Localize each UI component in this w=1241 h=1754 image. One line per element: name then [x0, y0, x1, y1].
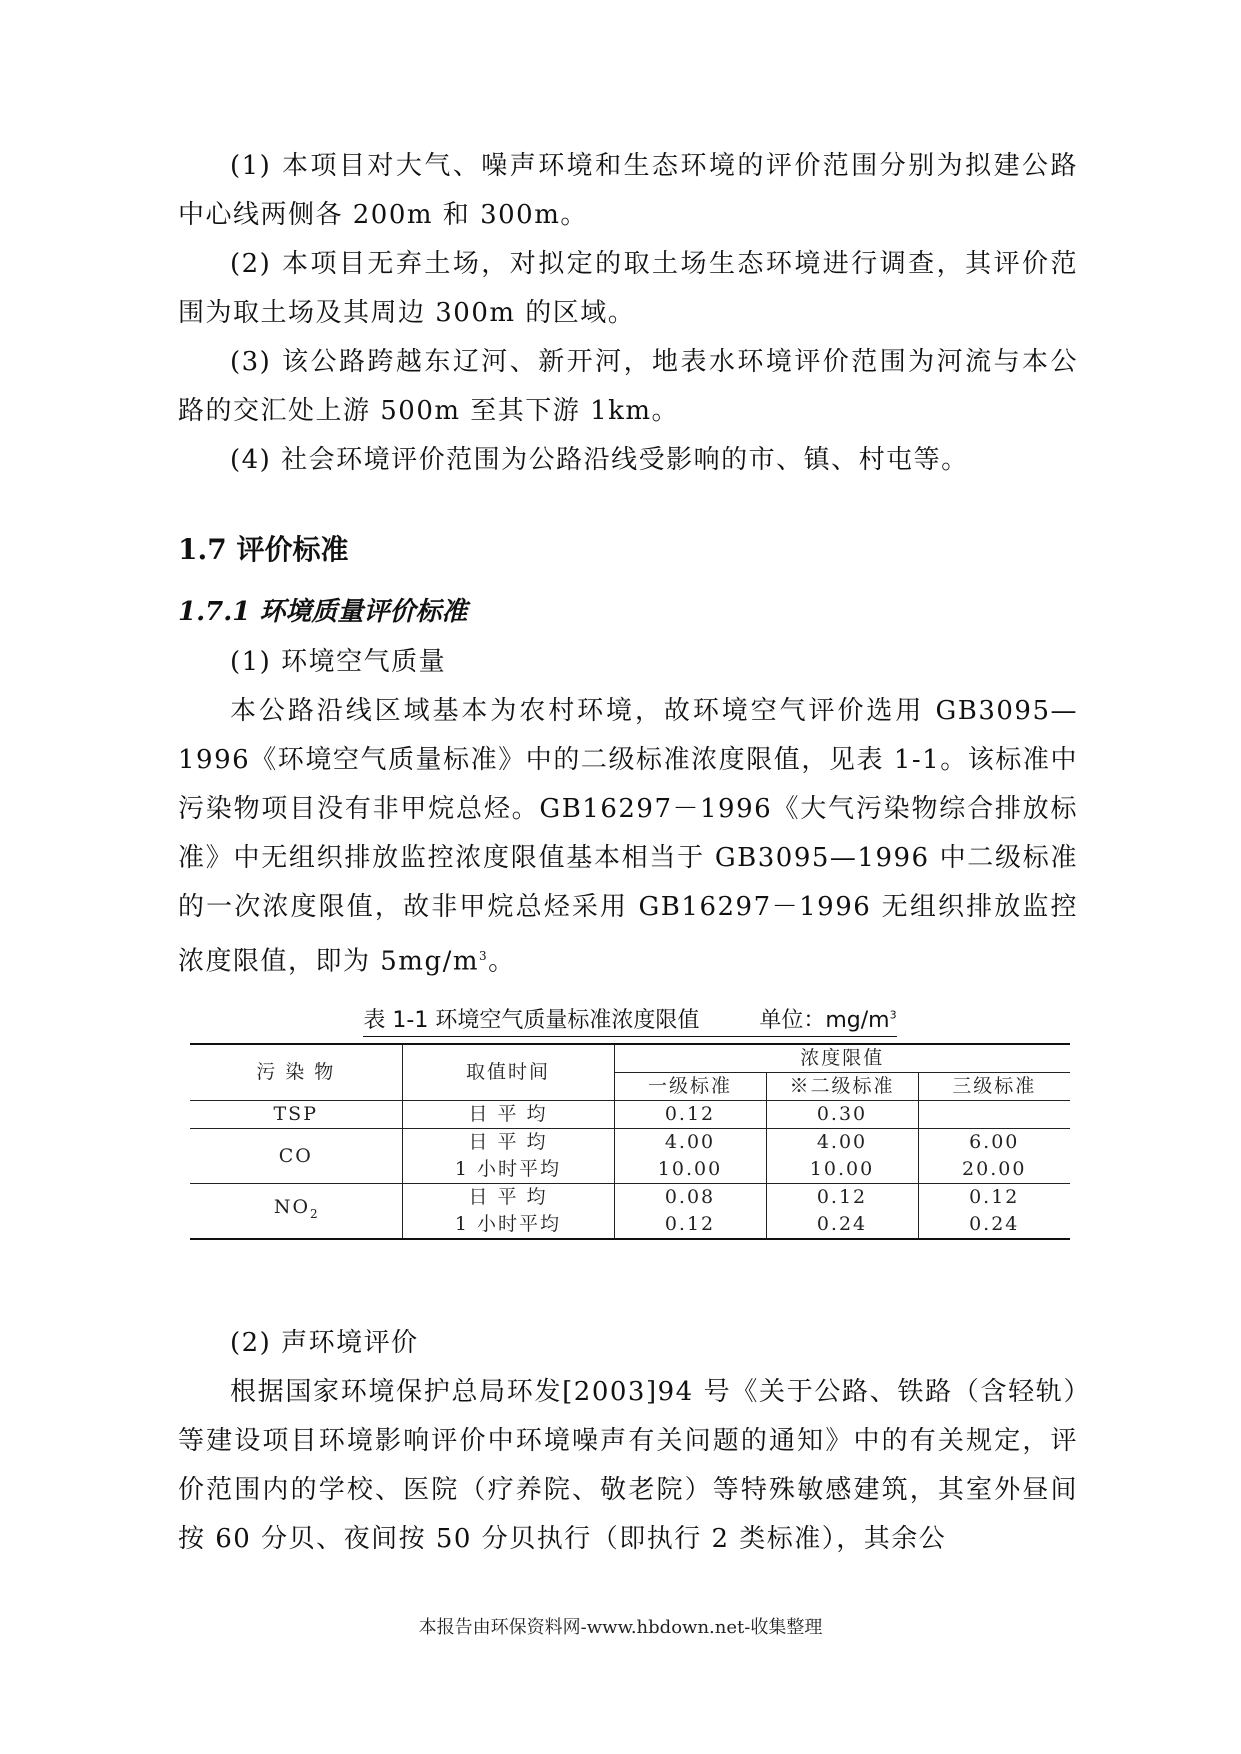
grade-2-cell: 0.30 [766, 1101, 918, 1129]
grade-1-cell: 10.00 [614, 1156, 766, 1184]
scope-item-2: (2) 本项目无弃土场，对拟定的取土场生态环境进行调查，其评价范围为取土场及其周边 300m 的区域。 [178, 249, 1078, 328]
noise-paragraph: 根据国家环境保护总局环发[2003]94 号《关于公路、铁路（含轻轨）等建设项目环境影响评价中环境噪声有关问题的通知》中的有关规定，评价范围内的学校、医院（疗养院、敬老院）等特殊敏感建筑，其室外昼间按 60 分贝、夜间按 50 分贝执行（即执行 2 类标准），其余公 [178, 1377, 1078, 1554]
grade-3-cell: 0.24 [918, 1211, 1070, 1239]
pollutant-name: NO [273, 1196, 311, 1219]
grade-1-cell: 4.00 [614, 1129, 766, 1157]
table-caption-underline [363, 1003, 896, 1037]
grade-3-cell: 20.00 [918, 1156, 1070, 1184]
table-caption-title: 表 1-1 环境空气质量标准浓度限值 [363, 1008, 700, 1033]
pollutant-name: CO [278, 1144, 313, 1167]
scope-item-1: (1) 本项目对大气、噪声环境和生态环境的评价范围分别为拟建公路中心线两侧各 200m 和 300m。 [178, 151, 1078, 230]
time-cell: 日 平 均 [402, 1101, 614, 1129]
pollutant-cell [190, 1101, 402, 1129]
air-quality-text-end: 。 [488, 946, 516, 977]
time-cell: 日 平 均 [402, 1129, 614, 1157]
air-quality-unit-superscript: 3 [479, 949, 489, 963]
time-cell: 日 平 均 [402, 1184, 614, 1212]
section-title: 1.7 评价标准 [178, 533, 349, 566]
scope-item-4: (4) 社会环境评价范围为公路沿线受影响的市、镇、村屯等。 [230, 445, 969, 475]
pollutant-subscript: 2 [310, 1206, 318, 1221]
air-quality-text: 本公路沿线区域基本为农村环境，故环境空气评价选用 GB3095—1996《环境空气质量标准》中的二级标准浓度限值，见表 1-1。该标准中污染物项目没有非甲烷总烃。GB16297－1996《大气污染物综合排放标准》中无组织排放监控浓度限值基本相当于 GB3095—1996 中二级标准的一次浓度限值，故非甲烷总烃采用 GB16297－1996 无组织排放监控浓度限值，即为 5mg/m [178, 696, 1078, 977]
pollutant-cell [190, 1129, 402, 1184]
pollutant-name: TSP [273, 1103, 318, 1125]
table-unit-superscript: 3 [889, 1008, 897, 1022]
grade-1-cell: 0.08 [614, 1184, 766, 1212]
air-quality-paragraph [178, 687, 1078, 987]
grade-2-cell: 10.00 [766, 1156, 918, 1184]
table-row [190, 1184, 1070, 1212]
table-unit-label: 单位：mg/m [759, 1008, 890, 1033]
header-grade-2: ※二级标准 [766, 1073, 918, 1101]
air-quality-heading: (1) 环境空气质量 [230, 647, 447, 677]
header-limit: 浓度限值 [614, 1044, 1070, 1073]
table-row [190, 1101, 1070, 1129]
noise-heading: (2) 声环境评价 [230, 1328, 419, 1358]
table-row [190, 1129, 1070, 1157]
header-pollutant: 污 染 物 [190, 1044, 402, 1101]
table-caption [190, 1003, 1070, 1037]
page-footer: 本报告由环保资料网-www.hbdown.net-收集整理 [418, 1617, 823, 1638]
time-cell: 1 小时平均 [402, 1211, 614, 1239]
table-header-row [190, 1044, 1070, 1073]
grade-2-cell: 0.24 [766, 1211, 918, 1239]
time-cell: 1 小时平均 [402, 1156, 614, 1184]
table-body [190, 1101, 1070, 1240]
header-grade-3: 三级标准 [918, 1073, 1070, 1101]
grade-1-cell: 0.12 [614, 1101, 766, 1129]
grade-3-cell: 0.12 [918, 1184, 1070, 1212]
grade-2-cell: 4.00 [766, 1129, 918, 1157]
pollutant-cell [190, 1184, 402, 1240]
grade-3-cell [918, 1101, 1070, 1129]
scope-item-3: (3) 该公路跨越东辽河、新开河，地表水环境评价范围为河流与本公路的交汇处上游 500m 至其下游 1km。 [178, 347, 1078, 426]
air-quality-standard-table [190, 1043, 1070, 1240]
header-time: 取值时间 [402, 1044, 614, 1101]
header-grade-1: 一级标准 [614, 1073, 766, 1101]
grade-1-cell: 0.12 [614, 1211, 766, 1239]
grade-2-cell: 0.12 [766, 1184, 918, 1212]
subsection-title: 1.7.1 环境质量评价标准 [178, 597, 468, 627]
grade-3-cell: 6.00 [918, 1129, 1070, 1157]
